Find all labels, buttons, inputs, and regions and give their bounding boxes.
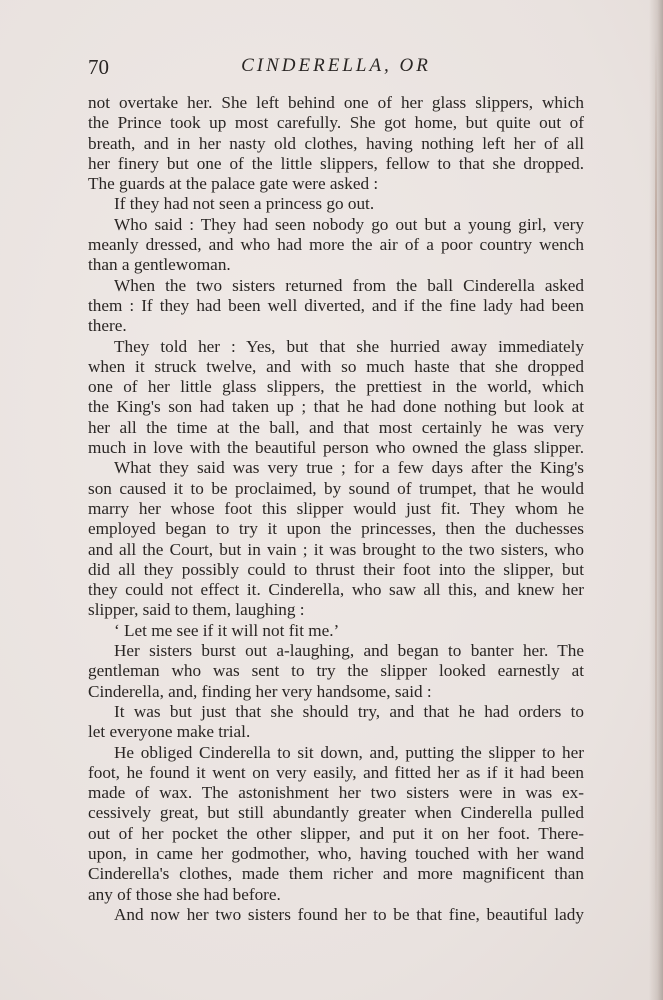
- text-line: the Prince took up most carefully. She got home, but quite out of: [88, 113, 584, 133]
- text-line: employed began to try it upon the princesses, then the duchesses: [88, 519, 584, 539]
- text-line: cessively great, but still abundantly greater when Cinderella pulled: [88, 803, 584, 823]
- text-line: What they said was very true ; for a few days after the King's: [114, 458, 584, 478]
- text-line: her finery but one of the little slippers, fellow to that she dropped.: [88, 153, 584, 173]
- text-line: foot, he found it went on very easily, and fitted her as if it had been: [88, 762, 584, 782]
- text-line: and all the Court, but in vain ; it was brought to the two sisters, who: [88, 539, 584, 559]
- text-line: He obliged Cinderella to sit down, and, putting the slipper to her: [114, 742, 584, 762]
- text-line: And now her two sisters found her to be that fine, beautiful lady: [114, 904, 584, 924]
- text-line: her all the time at the ball, and that most certainly he was very: [88, 417, 584, 437]
- text-line: slipper, said to them, laughing :: [88, 600, 305, 620]
- text-line: gentleman who was sent to try the slipper looked earnestly at: [88, 661, 584, 681]
- text-line: let everyone make trial.: [88, 722, 251, 742]
- text-line: When the two sisters returned from the ball Cinderella asked: [114, 275, 584, 295]
- text-line: did all they possibly could to thrust their foot into the slipper, but: [88, 559, 584, 579]
- text-line: breath, and in her nasty old clothes, having nothing left her of all: [88, 133, 584, 153]
- text-line: They told her : Yes, but that she hurried away immediately: [114, 336, 584, 356]
- page-header: [88, 55, 584, 85]
- text-line: made of wax. The astonishment her two sisters were in was ex-: [88, 783, 584, 803]
- text-line: The guards at the palace gate were asked :: [88, 174, 379, 194]
- body-text: [88, 93, 584, 925]
- text-line: any of those she had before.: [88, 884, 281, 904]
- text-line: one of her little glass slippers, the prettiest in the world, which: [88, 377, 584, 397]
- text-line: upon, in came her godmother, who, having touched with her wand: [88, 843, 584, 863]
- text-line: they could not effect it. Cinderella, who saw all this, and knew her: [88, 580, 584, 600]
- page-edge-line: [655, 40, 657, 940]
- text-line: when it struck twelve, and with so much haste that she dropped: [88, 356, 584, 376]
- text-line: Cinderella's clothes, made them richer and more magnificent than: [88, 864, 584, 884]
- text-line: than a gentlewoman.: [88, 255, 231, 275]
- text-line: them : If they had been well diverted, and if the fine lady had been: [88, 295, 584, 315]
- text-line: Her sisters burst out a-laughing, and began to banter her. The: [114, 641, 584, 661]
- text-line: It was but just that she should try, and that he had orders to: [114, 701, 584, 721]
- text-line: Cinderella, and, finding her very handsome, said :: [88, 681, 432, 701]
- text-line: Who said : They had seen nobody go out but a young girl, very: [114, 214, 584, 234]
- text-line: not overtake her. She left behind one of her glass slippers, which: [88, 93, 584, 112]
- text-line: son caused it to be proclaimed, by sound of trumpet, that he would: [88, 478, 584, 498]
- text-line: If they had not seen a princess go out.: [114, 194, 375, 214]
- text-line: marry her whose foot this slipper would just fit. They whom he: [88, 498, 584, 518]
- text-line: there.: [88, 316, 127, 336]
- running-title: CINDERELLA, OR: [241, 55, 431, 76]
- text-line: out of her pocket the other slipper, and put it on her foot. There-: [88, 823, 584, 843]
- text-line: much in love with the beautiful person who owned the glass slipper.: [88, 438, 584, 458]
- text-line: the King's son had taken up ; that he had done nothing but look at: [88, 397, 584, 417]
- page-number: 70: [88, 55, 109, 79]
- text-line: ‘ Let me see if it will not fit me.’: [114, 620, 340, 640]
- text-line: meanly dressed, and who had more the air of a poor country wench: [88, 235, 584, 255]
